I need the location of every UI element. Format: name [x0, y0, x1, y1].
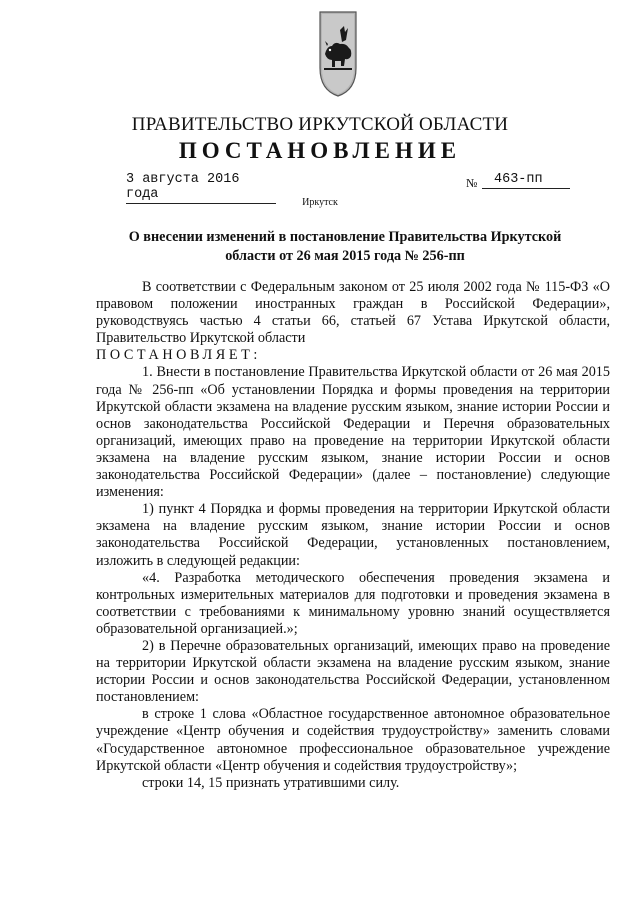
clause-1-paragraph: 1. Внести в постановление Правительства Иркутской области от 26 мая 2015 года № 256-пп «Об установлении Порядка и формы проведения на территории Иркутской области экзамена на владение русским языком, знание истории России и основ законодательства Российской Федерации и Перечня образовательных организаций, имеющих право на проведение на территории Иркутской области экзамена на владение русским языком, знание истории России и основ законодательства Российской Федерации» (далее – постановление) следующие изменения:: [96, 364, 610, 501]
irkutsk-coat-of-arms-icon: [318, 10, 358, 98]
resolves-heading: ПОСТАНОВЛЯЕТ:: [96, 347, 261, 364]
subclause-2-paragraph: 2) в Перечне образовательных организаций, имеющих право на проведение на территории Иркутской области экзамена на владение русским языком, знание истории России и основ законодательства Российской Федерации, установленном постановлением:: [96, 637, 610, 706]
document-type: ПОСТАНОВЛЕНИЕ: [178, 138, 462, 163]
subclause-1-paragraph: 1) пункт 4 Порядка и формы проведения на территории Иркутской области экзамена на владение русским языком, знание истории России и основ законодательства Российской Федерации, установленных постановлением, изложить в следующей редакции:: [96, 501, 610, 569]
quoted-text-paragraph: «4. Разработка методического обеспечения проведения экзамена и контрольных измерительных материалов для подготовки и проведения экзамена в соответствии с требованиями к минимальному уровню знаний осуществляется образовательной организацией.»;: [96, 569, 610, 637]
city-label: Иркутск: [302, 197, 338, 208]
line-1-change-paragraph: в строке 1 слова «Областное государственное автономное образовательное учреждение «Центр обучения и содействия трудоустройству» заменить словами «Государственное автономное профессиональное образовательное учреждение Иркутской области «Центр обучения и содействия трудоустройству»;: [96, 706, 610, 774]
document-date: 3 августа 2016 года: [126, 172, 276, 204]
document-heading: О внесении изменений в постановление Правительства Иркутской области от 26 мая 2015 года № 256-пп: [128, 229, 562, 264]
preamble-paragraph: В соответствии с Федеральным законом от 25 июля 2002 года № 115-ФЗ «О правовом положении иностранных граждан в Российской Федерации», руководствуясь частью 4 статьи 66, статьей 67 Устава Иркутской области, Правительство Иркутской области: [96, 279, 610, 347]
document-body: [96, 279, 610, 792]
document-number: 463-пп: [482, 172, 570, 189]
number-sign: №: [466, 176, 478, 190]
lines-repeal-paragraph: строки 14, 15 признать утратившими силу.: [142, 774, 400, 791]
government-title: ПРАВИТЕЛЬСТВО ИРКУТСКОЙ ОБЛАСТИ: [131, 114, 509, 135]
